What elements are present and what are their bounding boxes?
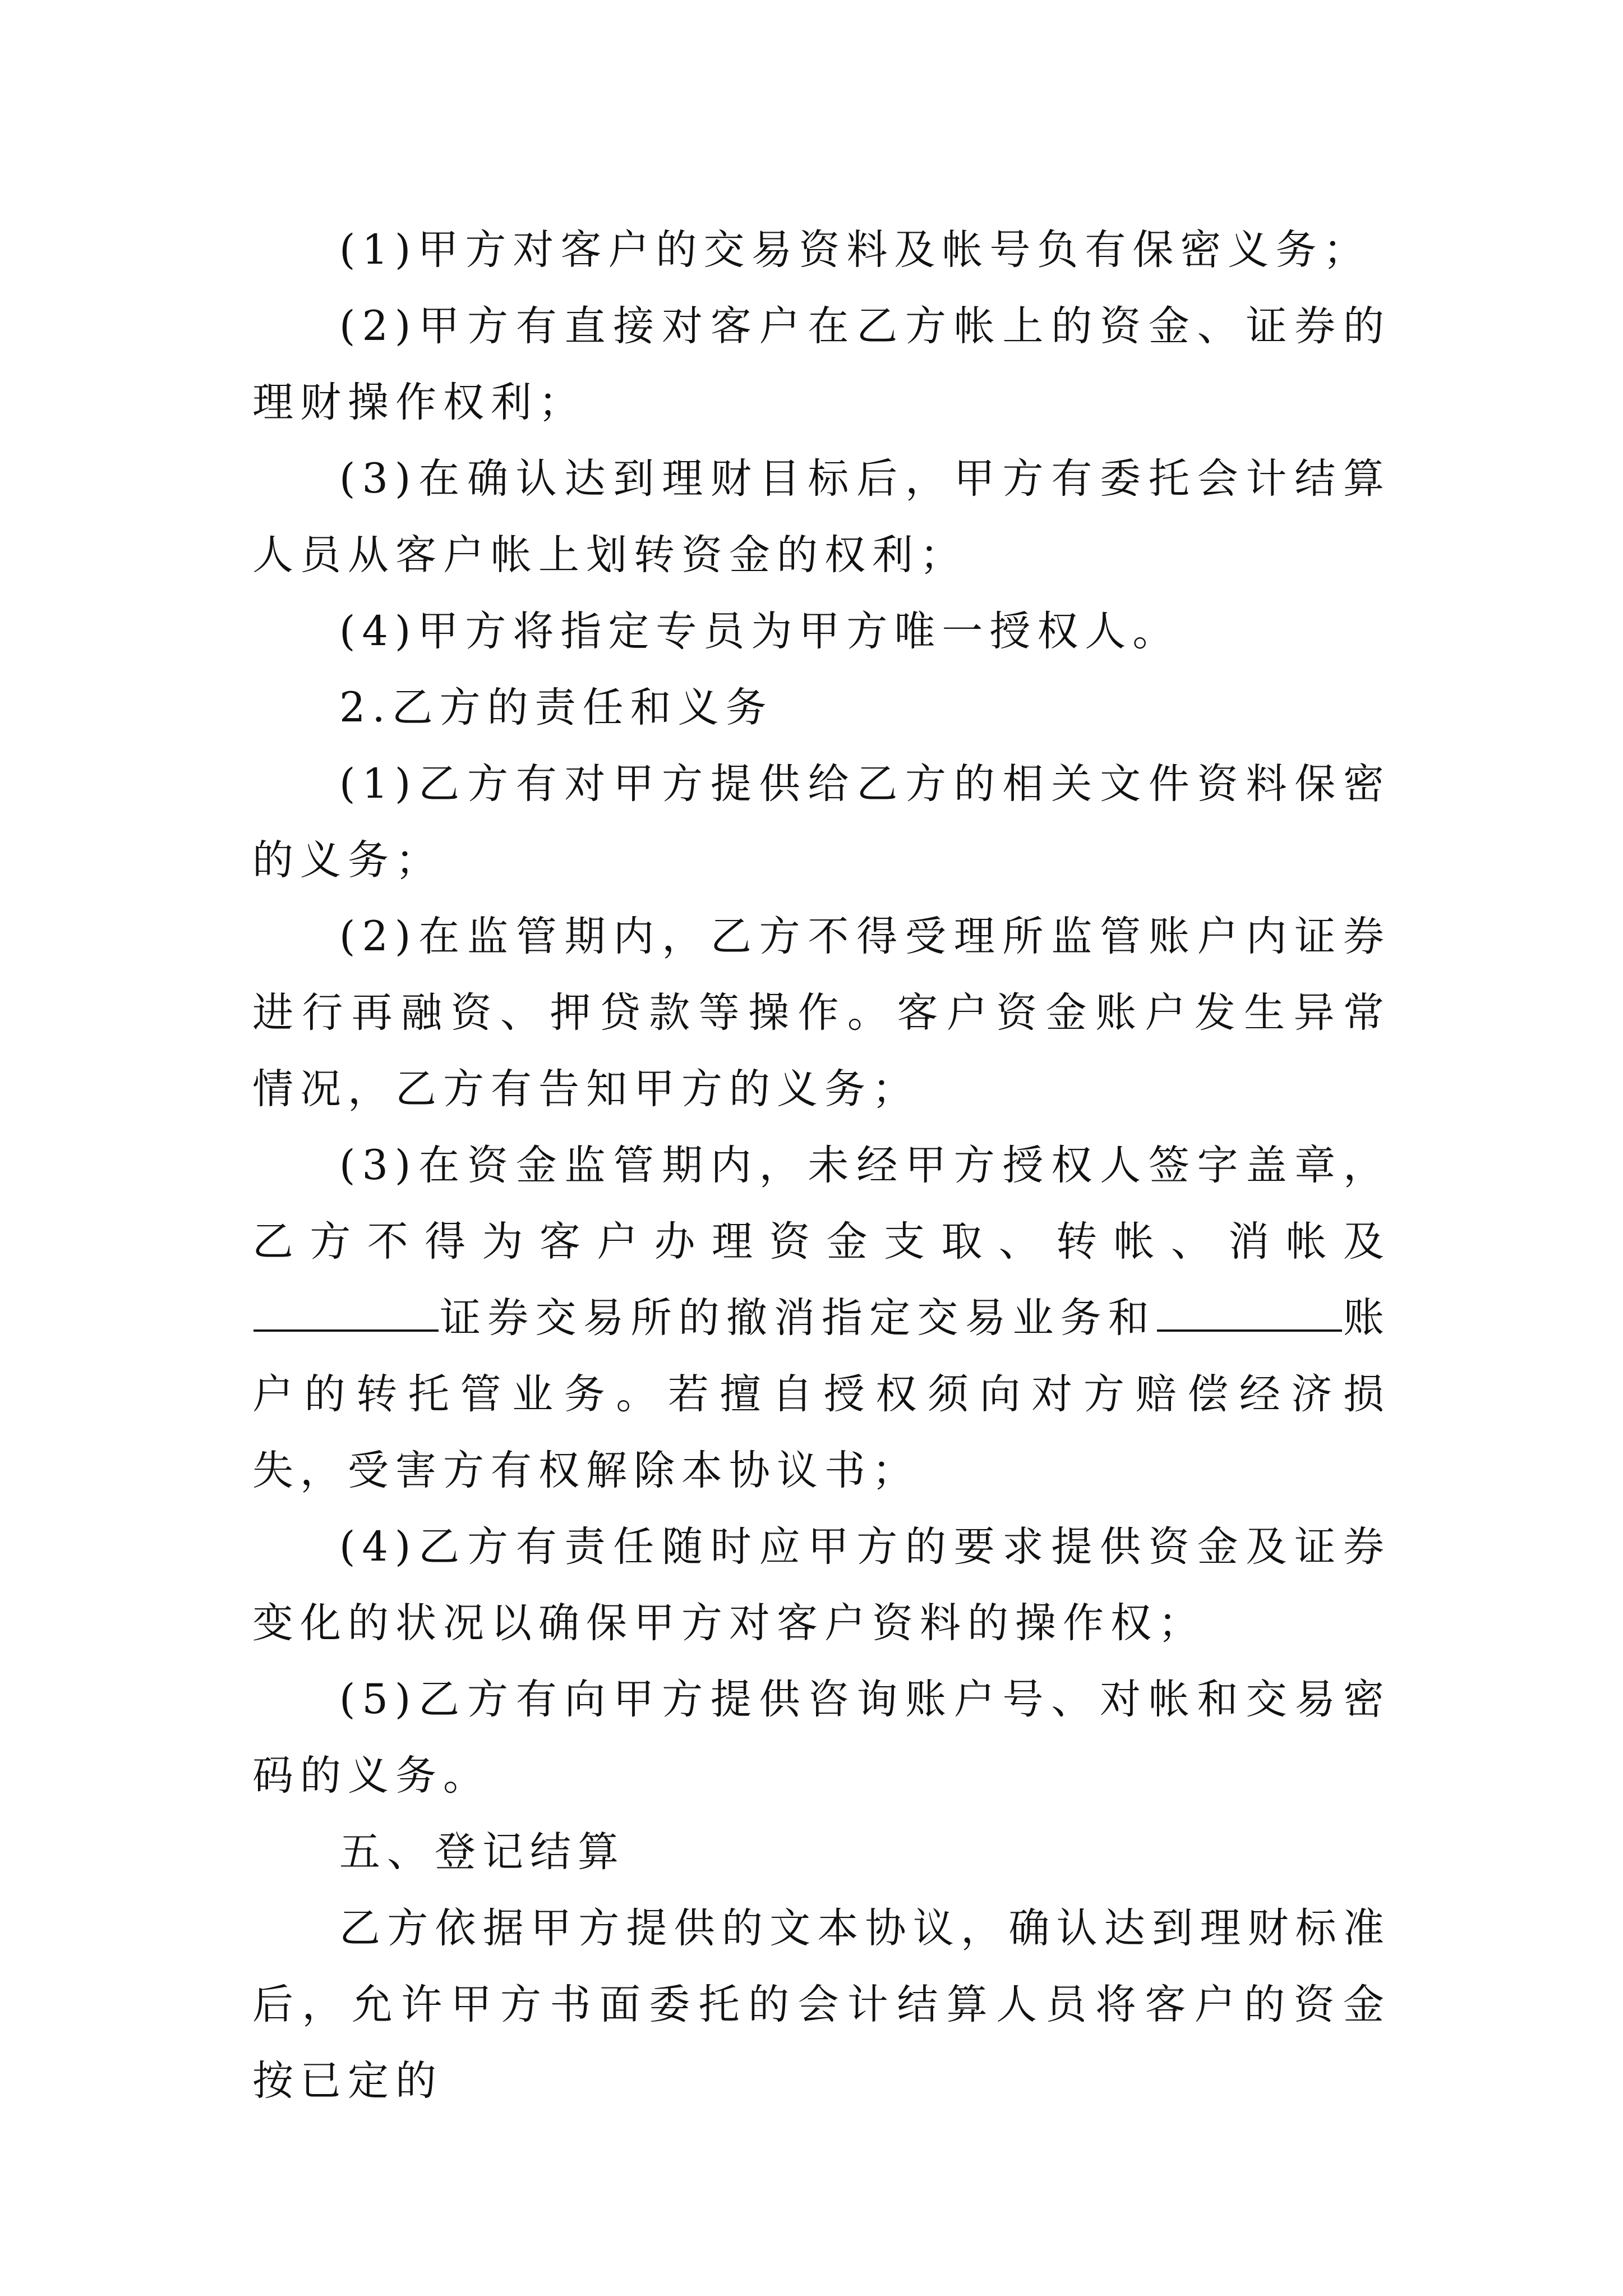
section-heading-registration-settlement: 五、登记结算	[339, 1828, 625, 1876]
paragraph-party-b-consulting: (5)乙方有向甲方提供咨询账户号、对帐和交易密码的义务。	[252, 1676, 1391, 1800]
paragraph-party-b-supervision: (2)在监管期内，乙方不得受理所监管账户内证券进行再融资、押贷款等操作。客户资金账户发生异常情况，乙方有告知甲方的义务；	[252, 913, 1391, 1113]
paragraph-settlement-process: 乙方依据甲方提供的文本协议，确认达到理财标准后，允许甲方书面委托的会计结算人员将客户的资金按已定的	[252, 1904, 1391, 2105]
paragraph-party-b-status-report: (4)乙方有责任随时应甲方的要求提供资金及证券变化的状况以确保甲方对客户资料的操作权；	[252, 1523, 1391, 1647]
blank-line-account	[1157, 1296, 1342, 1332]
restriction-text-part2: 证券交易所的撤消指定交易业务和	[440, 1294, 1156, 1342]
paragraph-party-b-confidentiality: (1)乙方有对甲方提供给乙方的相关文件资料保密的义务；	[252, 760, 1391, 884]
blank-line-exchange	[253, 1296, 439, 1332]
paragraph-party-a-authorized-person: (4)甲方将指定专员为甲方唯一授权人。	[339, 608, 1181, 655]
paragraph-party-a-transfer-right: (3)在确认达到理财目标后，甲方有委托会计结算人员从客户帐上划转资金的权利；	[252, 455, 1391, 579]
document-body	[252, 212, 1391, 2119]
restriction-text-part3: 账户的转托管业务。若擅自授权须向对方赔偿经济损失，受害方有权解除本协议书；	[252, 1294, 1391, 1494]
section-heading-party-b-duties: 2.乙方的责任和义务	[339, 684, 773, 731]
paragraph-party-a-confidentiality: (1)甲方对客户的交易资料及帐号负有保密义务；	[339, 226, 1371, 274]
restriction-text-part1: (3)在资金监管期内，未经甲方授权人签字盖章，乙方不得为客户办理资金支取、转帐、消帐及	[252, 1142, 1391, 1266]
paragraph-party-b-restrictions	[252, 1128, 1391, 1509]
paragraph-party-a-operation-right: (2)甲方有直接对客户在乙方帐上的资金、证券的理财操作权利；	[252, 302, 1391, 426]
